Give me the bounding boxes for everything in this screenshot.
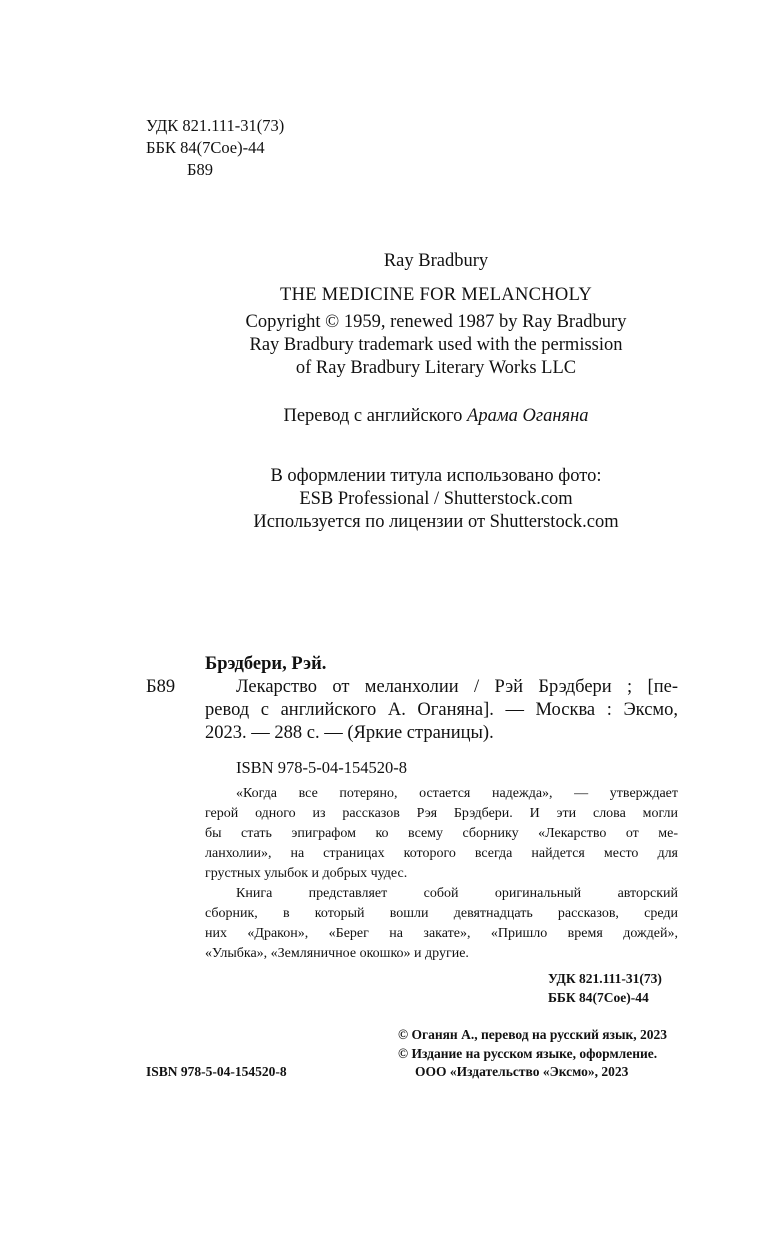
biblio-code: Б89 — [146, 677, 176, 697]
copyright-line-2: Ray Bradbury trademark used with the permission — [249, 335, 623, 355]
photo-line-1: В оформлении титула использовано фото: — [270, 466, 602, 486]
copyright-line-3: of Ray Bradbury Literary Works LLC — [295, 358, 577, 378]
annotation-line-3: бы стать эпиграфом ко всему сборнику «Лекарство от ме- — [205, 826, 678, 841]
bbk-bottom: ББК 84(7Сое)-44 — [548, 990, 649, 1005]
biblio-author: Брэдбери, Рэй. — [205, 654, 327, 674]
copyright-translation: © Оганян А., перевод на русский язык, 2023 — [398, 1027, 668, 1042]
code-top: Б89 — [187, 160, 213, 179]
annotation-line-8: них «Дракон», «Берег на закате», «Пришло время дождей», — [205, 926, 678, 941]
annotation-line-4: ланхолии», на страницах которого всегда найдется место для — [205, 846, 678, 861]
photo-line-2: ESB Professional / Shutterstock.com — [299, 489, 573, 509]
biblio-isbn: ISBN 978-5-04-154520-8 — [236, 758, 407, 777]
copyright-line-1: Copyright © 1959, renewed 1987 by Ray Bradbury — [245, 312, 627, 332]
copyright-publisher: ООО «Издательство «Эксмо», 2023 — [415, 1064, 629, 1079]
annotation-line-7: сборник, в который вошли девятнадцать рассказов, среди — [205, 906, 678, 921]
copyright-edition: © Издание на русском языке, оформление. — [398, 1046, 658, 1061]
annotation-line-2: герой одного из рассказов Рэя Брэдбери. И эти слова могли — [205, 806, 678, 821]
photo-line-3: Используется по лицензии от Shutterstock.com — [253, 512, 619, 532]
title-en: THE MEDICINE FOR MELANCHOLY — [280, 285, 592, 305]
biblio-line-2: ревод с английского А. Оганяна]. — Москва : Эксмо, — [205, 700, 678, 720]
author-en: Ray Bradbury — [383, 251, 489, 271]
udk-top: УДК 821.111-31(73) — [146, 116, 285, 135]
isbn-bottom: ISBN 978-5-04-154520-8 — [146, 1064, 287, 1079]
annotation-line-5: грустных улыбок и добрых чудес. — [205, 866, 408, 881]
bbk-top: ББК 84(7Сое)-44 — [146, 138, 265, 157]
translation-prefix: Перевод с английского — [283, 406, 468, 426]
udk-bottom: УДК 821.111-31(73) — [548, 971, 662, 986]
translator-name: Арама Оганяна — [467, 406, 589, 426]
translation-credit — [206, 406, 666, 427]
biblio-line-1: Лекарство от меланхолии / Рэй Брэдбери ; [пе- — [236, 677, 678, 697]
annotation-line-9: «Улыбка», «Земляничное окошко» и другие. — [205, 946, 469, 961]
biblio-line-3: 2023. — 288 с. — (Яркие страницы). — [205, 723, 494, 743]
annotation-line-6: Книга представляет собой оригинальный авторский — [236, 886, 678, 901]
annotation-line-1: «Когда все потеряно, остается надежда», — утверждает — [236, 786, 678, 801]
